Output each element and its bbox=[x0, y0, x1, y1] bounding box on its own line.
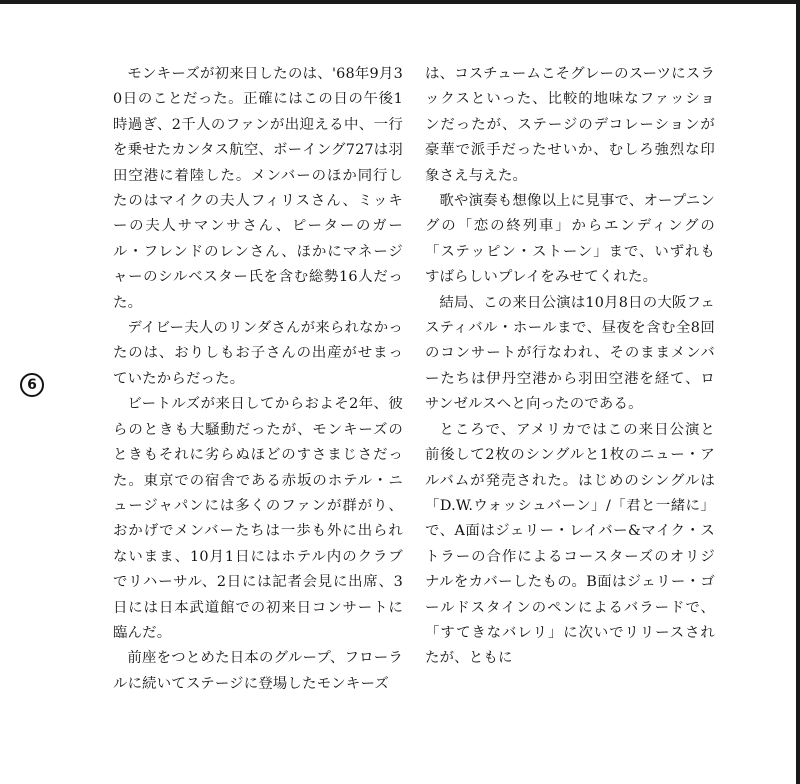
left-text-column bbox=[113, 62, 403, 697]
page-top-edge bbox=[0, 0, 800, 4]
paragraph: 結局、この来日公演は10月8日の大阪フェスティバル・ホールまで、昼夜を含む全8回のコンサートが行なわれ、そのままメンバーたちは伊丹空港から羽田空港を経て、ロサンゼルスへと向ったのである。 bbox=[425, 294, 715, 413]
paragraph: 前座をつとめた日本のグループ、フローラルに続いてステージに登場したモンキーズ bbox=[113, 650, 403, 692]
paragraph: ビートルズが来日してからおよそ2年、彼らのときも大騒動だったが、モンキーズのときもそれに劣らぬほどのすさまじさだった。東京での宿舎である赤坂のホテル・ニュージャパンには多くのファンが群がり、おかげでメンバーたちは一歩も外に出られないまま、10月1日にはホテル内のクラブでリハーサル、2日には記者会見に出席、3日には日本武道館での初来日コンサートに臨んだ。 bbox=[113, 396, 403, 641]
paragraph: デイビー夫人のリンダさんが来られなかったのは、おりしもお子さんの出産がせまっていたからだった。 bbox=[113, 320, 403, 387]
paragraph: モンキーズが初来日したのは、'68年9月30日のことだった。正確にはこの日の午後1時過ぎ、2千人のファンが出迎える中、一行を乗せたカンタス航空、ボーイング727は羽田空港に着陸した。メンバーのほか同行したのはマイクの夫人フィリスさん、ミッキーの夫人サマンサさん、ピーターのガール・フレンドのレンさん、ほかにマネージャーのシルベスター氏を含む総勢16人だった。 bbox=[113, 66, 403, 311]
page-right-edge bbox=[796, 0, 800, 784]
paragraph: は、コスチュームこそグレーのスーツにスラックスといった、比較的地味なファッションだったが、ステージのデコレーションが豪華で派手だったせいか、むしろ強烈な印象さえ与えた。 bbox=[425, 66, 715, 184]
page-number: 6 bbox=[20, 373, 44, 397]
right-text-column bbox=[425, 62, 715, 672]
paragraph: 歌や演奏も想像以上に見事で、オープニングの「恋の終列車」からエンディングの「ステッピン・ストーン」まで、いずれもすばらしいプレイをみせてくれた。 bbox=[425, 193, 715, 286]
paragraph: ところで、アメリカではこの来日公演と前後して2枚のシングルと1枚のニュー・アルバムが発売された。はじめのシングルは「D.W.ウォッシュバーン」/「君と一緒に」で、A面はジェリー・レイバー&マイク・ストラーの合作によるコースターズのオリジナルをカバーしたもの。B面はジェリー・ゴールドスタインのペンによるバラードで、「すてきなバレリ」に次いでリリースされたが、ともに bbox=[425, 421, 715, 667]
